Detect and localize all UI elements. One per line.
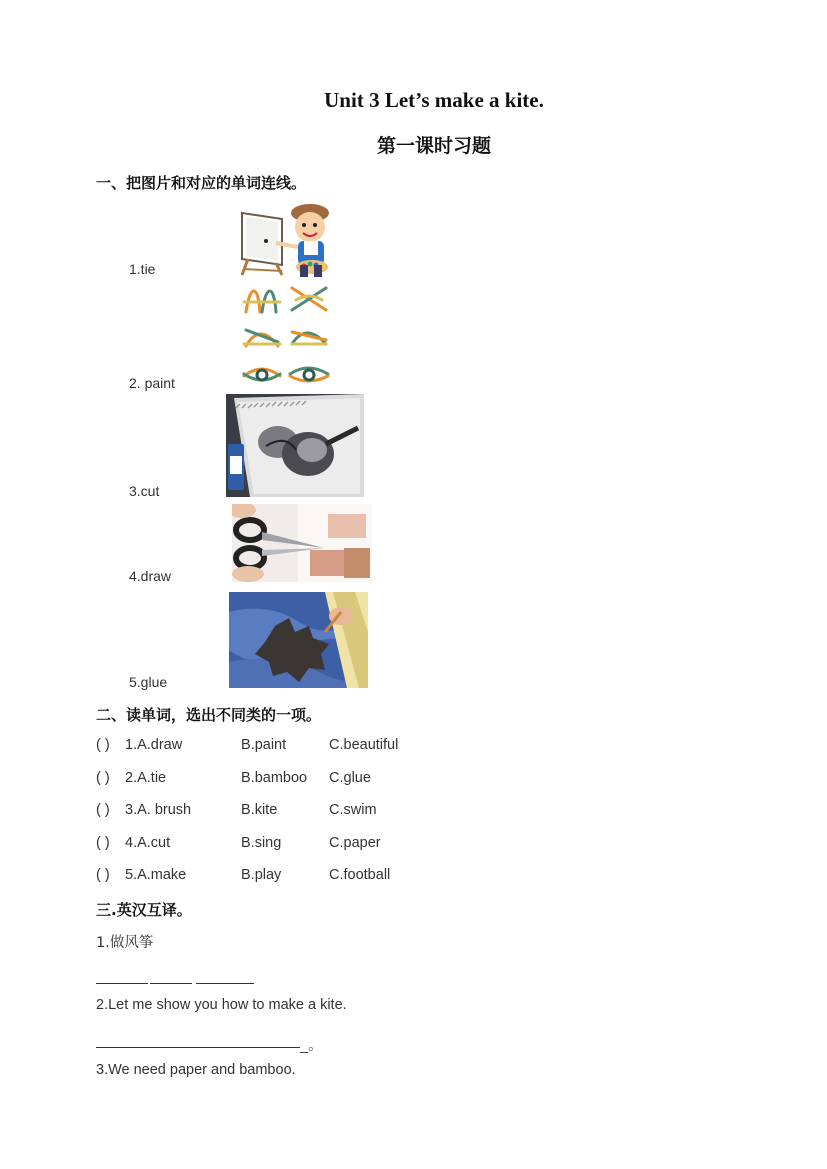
section1-heading: 一、把图片和对应的单词连线。 [96,174,307,192]
option-b: B.paint [241,737,287,753]
answer-blank[interactable] [96,1047,300,1048]
page-subtitle: 第一课时习题 [376,135,491,157]
answer-paren[interactable]: ( ) [96,867,110,883]
word-item: 2. paint [129,375,175,391]
section3-heading: 三.英汉互译。 [96,901,192,919]
option-c: C.swim [329,802,377,818]
option-b: B.bamboo [241,770,308,786]
option-a: 4.A.cut [125,835,171,851]
cutting-scissors-picture [232,504,372,582]
translate-item: 1.做风筝 [96,935,154,951]
option-c: C.paper [329,835,381,851]
word-item: 5.glue [129,674,168,690]
option-a: 3.A. brush [125,802,192,818]
option-b: B.sing [241,835,282,851]
answer-paren[interactable]: ( ) [96,802,110,818]
option-a: 2.A.tie [125,770,167,786]
answer-blank[interactable] [150,983,192,984]
translate-item: 2.Let me show you how to make a kite. [96,997,347,1013]
word-item: 3.cut [129,483,160,499]
answer-blank[interactable] [196,983,254,984]
answer-blank[interactable] [96,983,148,984]
tie-knots-picture [240,282,332,388]
word-item: 1.tie [129,261,156,277]
word-item: 4.draw [129,568,172,584]
answer-paren[interactable]: ( ) [96,737,110,753]
option-b: B.play [241,867,282,883]
option-c: C.glue [329,770,371,786]
section2-heading: 二、读单词，选出不同类的一项。 [96,706,322,724]
answer-paren[interactable]: ( ) [96,770,110,786]
drawing-picture [226,394,364,497]
option-a: 5.A.make [125,867,187,883]
page-title: Unit 3 Let’s make a kite. [324,88,544,112]
glue-picture [229,592,368,688]
option-c: C.football [329,867,391,883]
translate-item: 3.We need paper and bamboo. [96,1062,296,1078]
option-a: 1.A.draw [125,737,183,753]
end-mark: _。 [300,1038,323,1054]
option-c: C.beautiful [329,737,399,753]
painting-boy-picture [238,203,334,277]
option-b: B.kite [241,802,278,818]
answer-paren[interactable]: ( ) [96,835,110,851]
